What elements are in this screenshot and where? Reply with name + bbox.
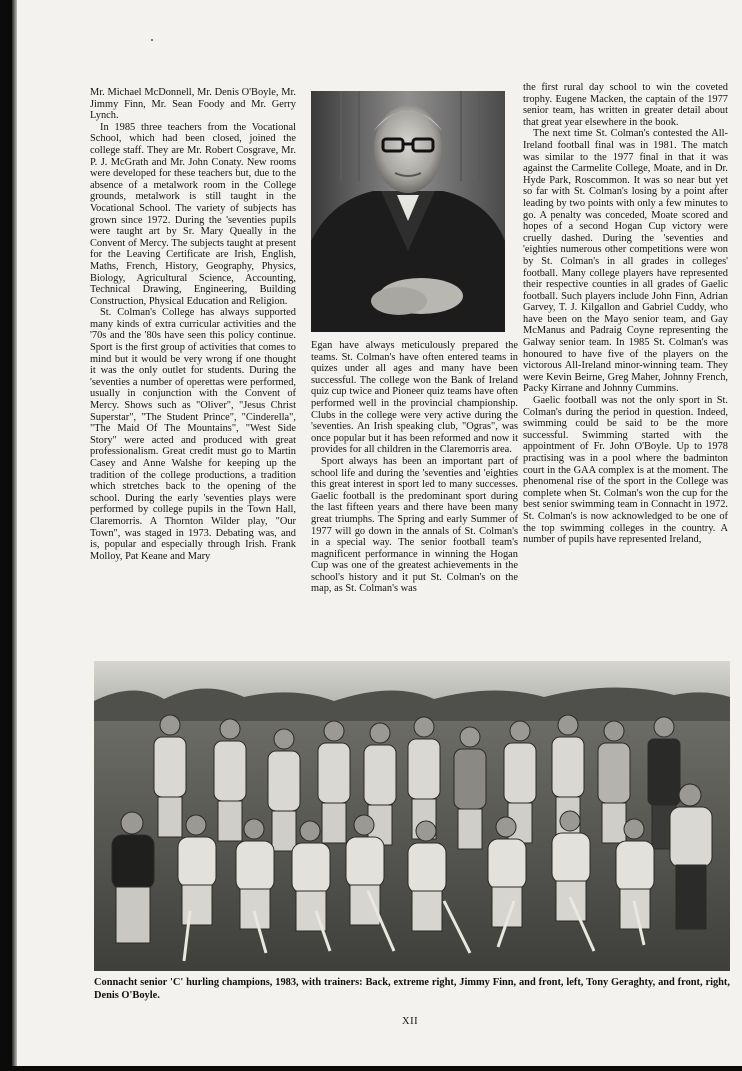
paragraph: Sport always has been an important part of school life and during the 'seventies and 'eighties this great interest in sport led to many successes. Gaelic football is the predominant sport during the last fifteen years and there have been many great triumphs. The Spring and early Summer of 1977 will go down in the annals of St. Colman's in a special way. The senior football team's magnificent performance in winning the Hogan Cup was one of the greatest achievements in the school's history and it put St. Colman's on the map, as St. Colman's was [311,455,518,595]
text-column-2 [311,340,518,595]
photo-caption: Connacht senior 'C' hurling champions, 1983, with trainers: Back, extreme right, Jimmy Finn, and front, left, Tony Geraghty, and front, right, Denis O'Boyle. [94,977,730,1001]
text-column-1 [90,87,296,562]
team-illustration [94,661,730,971]
page-number: XII [402,1016,419,1027]
text-column-3 [523,82,728,546]
paragraph: St. Colman's College has always supported many kinds of extra curricular activities and the '70s and the '80s have seen this policy continue. Sport is the first group of activities that comes to mind but it would be very wrong if one thought it was the only outlet for students. During the 'seventies a number of operettas were performed, usually in conjunction with the Convent of Mercy. Shows such as "Oliver", "Jesus Christ Superstar", "The Student Prince", "Cinderella", "The Maid Of The Mountains", "West Side Story" were acted and produced with great professionalism. Great credit must go to Martin Casey and Anne Walshe for keeping up the tradition of the college productions, a tradition which stretches back to the opening of the school. During the early 'seventies plays were performed by college pupils in the Town Hall, Claremorris. A Thornton Wilder play, "Our Town", was staged in 1973. Debating was, and is, popular and especially through Irish. Frank Molloy, Pat Keane and Mary [90,307,296,562]
paragraph: Gaelic football was not the only sport in St. Colman's during the period in question. Indeed, swimming could be said to be the more successful. Swimming started with the appointment of Fr. John O'Boyle. Up to 1978 practising was in a pool where the badminton court in the GAA complex is at the moment. The phenomenal rise of the sport in the College was complete when St. Colman's won the cup for the best senior swimming team in Connacht in 1972. St. Colman's is now acknowledged to be one of the top swimming colleges in the country. A number of pupils have represented Ireland, [523,395,728,546]
paragraph: In 1985 three teachers from the Vocational School, which had been closed, joined the college staff. They are Mr. Robert Cosgrave, Mr. P. J. McGrath and Mr. John Conaty. New rooms were developed for these teachers but, due to the absence of a metalwork room in the College grounds, metalwork is still taught in the Vocational School. The variety of subjects has grown since 1972. During the 'seventies pupils were taught art by Sr. Mary Queally in the Convent of Mercy. The subjects taught at present for the Leaving Certificate are Irish, English, Maths, French, History, Geography, Physics, Biology, Agricultural Science, Accounting, Technical Drawing, Engineering, Building Construction, Physical Education and Religion. [90,121,296,307]
paragraph: Egan have always meticulously prepared the teams. St. Colman's have often entered teams in quizes under all ages and many have been successful. The college won the Bank of Ireland quiz cup twice and Pioneer quiz teams have often performed well in the provincial championship. Clubs in the college were very active during the 'seventies. An Irish speaking club, "Ogras", was once popular but it has been reformed and now it provides for all children in the Claremorris area. [311,340,518,456]
portrait-illustration [311,91,505,332]
portrait-photo [311,91,505,332]
paragraph: The next time St. Colman's contested the All-Ireland football final was in 1981. The match was similar to the 1977 final in that it was against the Carmelite College, Moate, and in Dr. Hyde Park, Roscommon. It was so near but yet so far with St. Colman's losing by a point after leading by two points with only a few minutes to go. A penalty was conceded, Moate scored and hopes of a second Hogan Cup victory were cruelly dashed. During the 'seventies and 'eighties numerous other competitions were won by St. Colman's in all grades in colleges' football. Many college players have represented their respective counties in all grades of Gaelic football. Such players include John Finn, Adrian Garvey, T. J. Kilgallon and Gabriel Cuddy, who have been on the Mayo senior team, and Gay McManus and Padraig Coyne representing the Galway senior team. In 1985 St. Colman's was honoured to have five of the players on the victorous All-Ireland minor-winning team. They were Kevin Beirne, Greg Maher, Johnny French, Packy Kirrane and Johnny Cummins. [523,128,728,395]
speck [151,39,153,41]
scan-edge [12,0,17,1066]
page [12,0,742,1066]
paragraph: the first rural day school to win the coveted trophy. Eugene Macken, the captain of the 1977 senior team, has written in greater detail about that great year elsewhere in the book. [523,82,728,128]
team-photo [94,661,730,971]
paragraph: Mr. Michael McDonnell, Mr. Denis O'Boyle, Mr. Jimmy Finn, Mr. Sean Foody and Mr. Gerry Lynch. [90,87,296,122]
